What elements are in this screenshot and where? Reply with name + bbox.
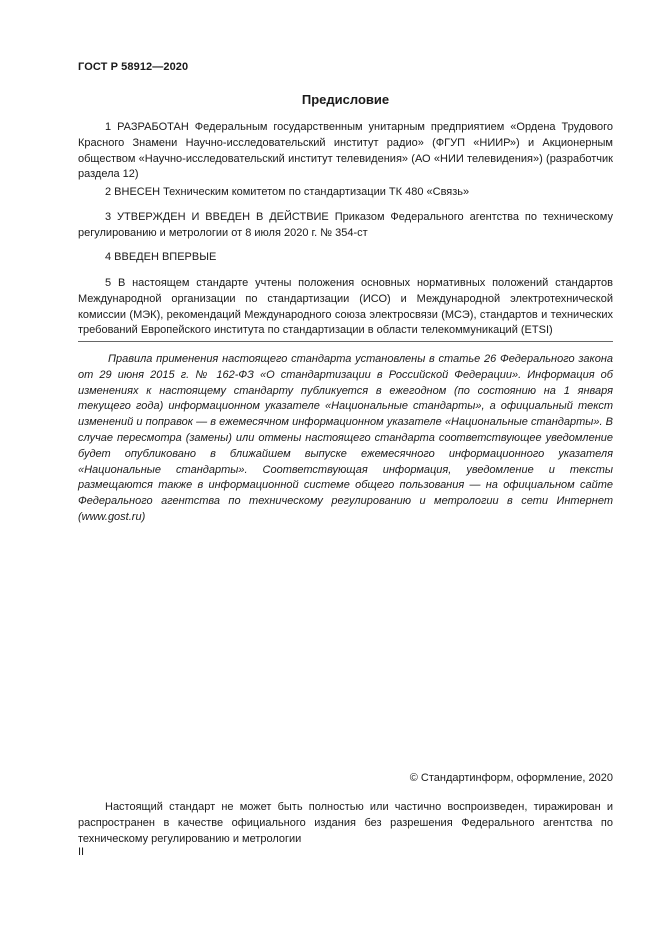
section-title: Предисловие — [301, 92, 390, 107]
document-code: ГОСТ Р 58912—2020 — [78, 61, 189, 73]
reproduction-notice: Настоящий стандарт не может быть полностью или частично воспроизведен, тиражирован и распространен в качестве официального издания без разрешения Федерального агентства по техническому регулированию и метрологии — [78, 801, 613, 845]
page-number: II — [78, 846, 85, 858]
copyright-line: © Стандартинформ, оформление, 2020 — [409, 772, 613, 784]
usage-notice — [78, 341, 613, 526]
foreword-item-1: 1 РАЗРАБОТАН Федеральным государственным унитарным предприятием «Ордена Трудового Красного Знамени Научно-исследовательский институт радио» (ФГУП «НИИР») и Акционерным обществом «Научно-исследовательский институт телевидения» (АО «НИИ телевидения») (разработчик раздела 12) — [78, 121, 613, 181]
foreword-item-5: 5 В настоящем стандарте учтены положения основных нормативных положений стандартов Международной организации по стандартизации (ИСО) и Международной электротехнической комиссии (МЭК), рекомендаций Международного союза электросвязи (МСЭ), стандартов и технических требований Европейского института по стандартизации в области телекоммуникаций (ETSI) — [78, 277, 613, 337]
usage-notice-text: Правила применения настоящего стандарта установлены в статье 26 Федерального закона от 29 июня 2015 г. № 162-ФЗ «О стандартизации в Российской Федерации». Информация об изменениях к настоящему стандарту публикуется в ежегодном (по состоянию на 1 января текущего года) информационном указателе «Национальные стандарты», а официальный текст изменений и поправок — в ежемесячном информационном указателе «Национальные стандарты». В случае пересмотра (замены) или отмены настоящего стандарта соответствующее уведомление будет опубликовано в ближайшем выпуске ежемесячного информационного указателя «Национальные стандарты». Соответствующая информация, уведомление и тексты размещаются также в информационной системе общего пользования — на официальном сайте Федерального агентства по техническому регулированию и метрологии в сети Интернет (www.gost.ru) — [78, 353, 613, 523]
foreword-item-4: 4 ВВЕДЕН ВПЕРВЫЕ — [105, 251, 217, 263]
foreword-item-2: 2 ВНЕСЕН Техническим комитетом по стандартизации ТК 480 «Связь» — [105, 186, 470, 198]
foreword-item-3: 3 УТВЕРЖДЕН И ВВЕДЕН В ДЕЙСТВИЕ Приказом Федерального агентства по техническому регулированию и метрологии от 8 июля 2020 г. № 354-ст — [78, 211, 613, 239]
